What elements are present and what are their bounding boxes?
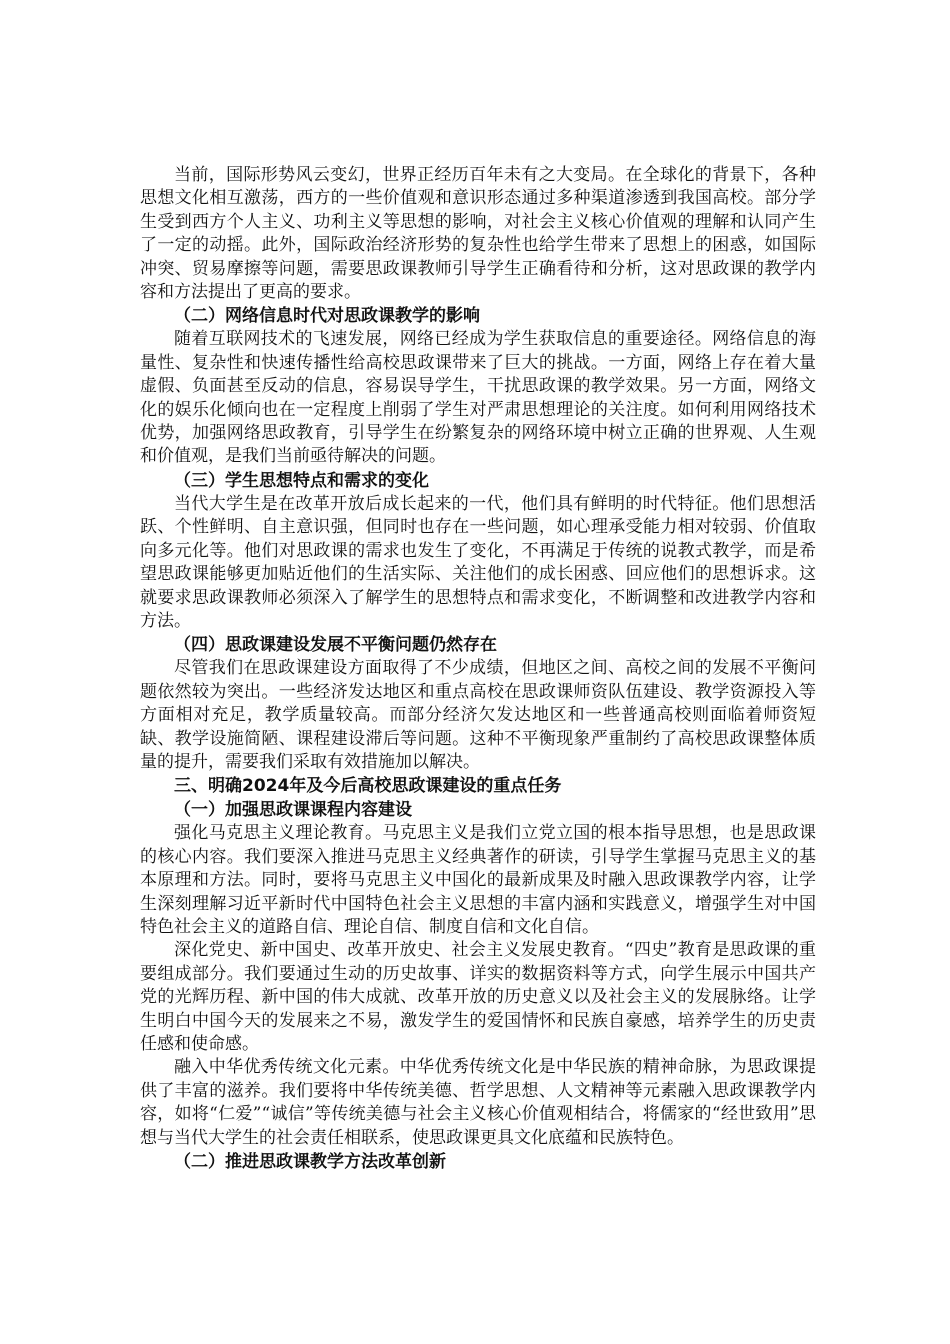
paragraph-imbalance: 尽管我们在思政课建设方面取得了不少成绩，但地区之间、高校之间的发展不平衡问题依然较为突出。一些经济发达地区和重点高校在思政课师资队伍建设、教学资源投入等方面相对充足，教学质量较高。而部分经济欠发达地区和一些普通高校则面临着师资短缺、教学设施简陋、课程建设滞后等问题。这种不平衡现象严重制约了高校思政课整体质量的提升，需要我们采取有效措施加以解决。 [140, 658, 816, 772]
paragraph-network-era: 随着互联网技术的飞速发展，网络已经成为学生获取信息的重要途径。网络信息的海量性、复杂性和快速传播性给高校思政课带来了巨大的挑战。一方面，网络上存在着大量虚假、负面甚至反动的信息，容易误导学生，干扰思政课的教学效果。另一方面，网络文化的娱乐化倾向也在一定程度上削弱了学生对严肃思想理论的关注度。如何利用网络技术优势，加强网络思政教育，引导学生在纷繁复杂的网络环境中树立正确的世界观、人生观和价值观，是我们当前亟待解决的问题。 [140, 329, 816, 467]
heading-teaching-methods: （二）推进思政课教学方法改革创新 [174, 1152, 446, 1173]
paragraph-four-histories: 深化党史、新中国史、改革开放史、社会主义发展史教育。“四史”教育是思政课的重要组成部分。我们要通过生动的历史故事、详实的数据资料等方式，向学生展示中国共产党的光辉历程、新中国的伟大成就、改革开放的历史意义以及社会主义的发展脉络。让学生明白中国今天的发展来之不易，激发学生的爱国情怀和民族自豪感，培养学生的历史责任感和使命感。 [140, 940, 816, 1054]
heading-student-changes: （三）学生思想特点和需求的变化 [174, 470, 429, 491]
heading-imbalance: （四）思政课建设发展不平衡问题仍然存在 [174, 635, 497, 656]
paragraph-traditional-culture: 融入中华优秀传统文化元素。中华优秀传统文化是中华民族的精神命脉，为思政课提供了丰富的滋养。我们要将中华传统美德、哲学思想、人文精神等元素融入思政课教学内容，如将“仁爱”“诚信”等传统美德与社会主义核心价值观相结合，将儒家的“经世致用”思想与当代大学生的社会责任相联系，使思政课更具文化底蕴和民族特色。 [140, 1057, 816, 1148]
heading-network-era: （二）网络信息时代对思政课教学的影响 [174, 306, 480, 327]
paragraph-marxism: 强化马克思主义理论教育。马克思主义是我们立党立国的根本指导思想，也是思政课的核心内容。我们要深入推进马克思主义经典著作的研读，引导学生掌握马克思主义的基本原理和方法。同时，要将马克思主义中国化的最新成果及时融入思政课教学内容，让学生深刻理解习近平新时代中国特色社会主义思想的丰富内涵和实践意义，增强学生对中国特色社会主义的道路自信、理论自信、制度自信和文化自信。 [140, 823, 816, 937]
section-heading-key-tasks: 三、明确2024年及今后高校思政课建设的重点任务 [174, 776, 562, 797]
paragraph-intl-situation: 当前，国际形势风云变幻，世界正经历百年未有之大变局。在全球化的背景下，各种思想文化相互激荡，西方的一些价值观和意识形态通过多种渠道渗透到我国高校。部分学生受到西方个人主义、功利主义等思想的影响，对社会主义核心价值观的理解和认同产生了一定的动摇。此外，国际政治经济形势的复杂性也给学生带来了思想上的困惑，如国际冲突、贸易摩擦等问题，需要思政课教师引导学生正确看待和分析，这对思政课的教学内容和方法提出了更高的要求。 [140, 165, 816, 303]
heading-course-content: （一）加强思政课课程内容建设 [174, 800, 412, 821]
paragraph-student-changes: 当代大学生是在改革开放后成长起来的一代，他们具有鲜明的时代特征。他们思想活跃、个性鲜明、自主意识强，但同时也存在一些问题，如心理承受能力相对较弱、价值取向多元化等。他们对思政课的需求也发生了变化，不再满足于传统的说教式教学，而是希望思政课能够更加贴近他们的生活实际、关注他们的成长困惑、回应他们的思想诉求。这就要求思政课教师必须深入了解学生的思想特点和需求变化，不断调整和改进教学内容和方法。 [140, 493, 816, 631]
document-body [140, 164, 816, 1174]
